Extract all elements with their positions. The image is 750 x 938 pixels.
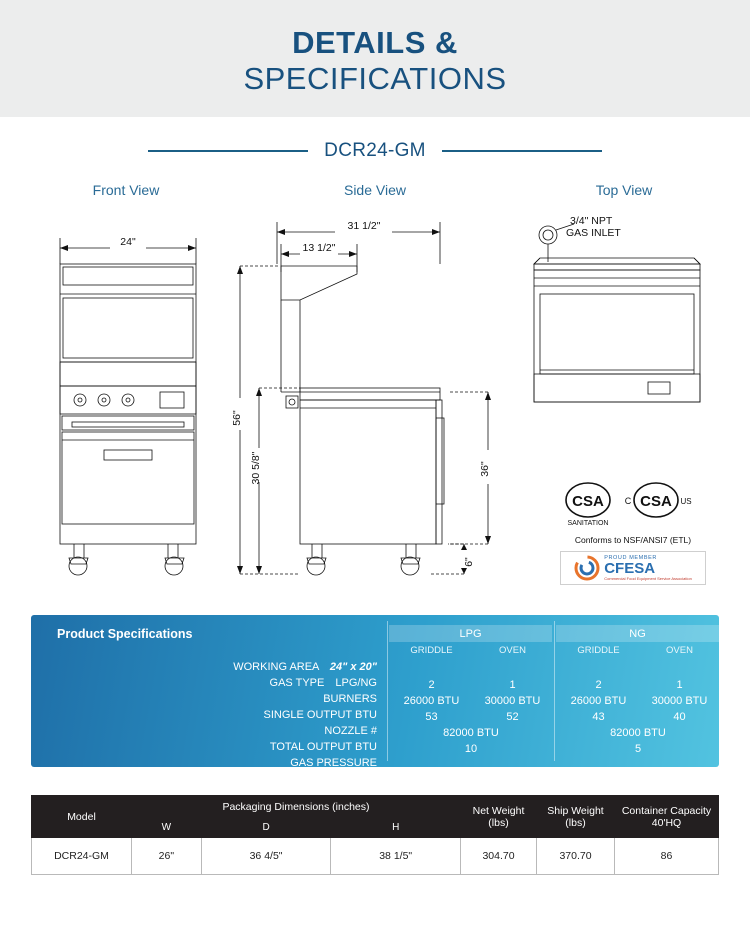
value-nozzle-lpg-griddle: 53 xyxy=(425,711,438,723)
value-nozzle-lpg-oven: 52 xyxy=(506,711,519,723)
spec-header-lpg: LPG xyxy=(389,625,552,642)
label-total-output-btu: TOTAL OUTPUT BTU xyxy=(269,741,377,753)
csa-left-text: CSA xyxy=(572,493,604,510)
label-front-view: Front View xyxy=(92,182,160,198)
th-net-weight-main: Net Weight xyxy=(472,804,525,817)
value-total-btu-ng: 82000 BTU xyxy=(610,727,666,739)
model-name: DCR24-GM xyxy=(324,140,426,161)
th-ship-weight-unit: (lbs) xyxy=(565,816,586,829)
model-rule-right xyxy=(442,150,602,152)
dim-front-width: 24" xyxy=(120,236,136,248)
value-single-btu-ng-oven: 30000 BTU xyxy=(651,695,708,707)
th-depth: D xyxy=(201,818,331,838)
certifications-block xyxy=(548,480,718,585)
label-gas-type: GAS TYPE xyxy=(269,677,325,689)
th-container-capacity xyxy=(615,796,719,838)
th-width: W xyxy=(132,818,202,838)
side-view-drawing xyxy=(237,222,491,575)
th-ship-weight-main: Ship Weight xyxy=(547,804,604,817)
gas-inlet-label-line1: 3/4" NPT xyxy=(570,215,613,227)
view-labels xyxy=(0,182,750,198)
label-top-view: Top View xyxy=(595,182,653,198)
gas-inlet-label-line2: GAS INLET xyxy=(566,227,621,239)
value-single-btu-lpg-griddle: 26000 BTU xyxy=(403,695,460,707)
value-gas-pressure-lpg: 10 xyxy=(464,743,478,755)
cfesa-sub: Commercial Food Equipment Service Association xyxy=(604,576,692,581)
cell-ship-weight: 370.70 xyxy=(537,838,615,875)
subheader-lpg-griddle: GRIDDLE xyxy=(410,645,453,656)
th-height: H xyxy=(331,818,461,838)
model-rule-left xyxy=(148,150,308,152)
dim-caster-height: 6" xyxy=(463,557,475,567)
th-model: Model xyxy=(32,796,132,838)
csa-right-text: CSA xyxy=(640,493,672,510)
th-net-weight-unit: (lbs) xyxy=(488,816,509,829)
subheader-lpg-oven: OVEN xyxy=(499,645,526,656)
value-gas-type: LPG/NG xyxy=(335,677,377,689)
dim-side-depth-shelf: 13 1/2" xyxy=(302,242,336,254)
label-gas-pressure: GAS PRESSURE xyxy=(290,757,377,769)
page-title-line2: SPECIFICATIONS xyxy=(243,60,507,96)
csa-badges xyxy=(548,480,718,528)
dim-side-depth-total: 31 1/2" xyxy=(347,220,381,232)
spec-left-labels xyxy=(31,645,387,771)
conforms-text: Conforms to NSF/ANSI7 (ETL) xyxy=(574,535,692,545)
label-single-output-btu: SINGLE OUTPUT BTU xyxy=(263,709,377,721)
subheader-ng-oven: OVEN xyxy=(666,645,693,656)
csa-c-mark: C xyxy=(624,496,632,506)
label-working-area: WORKING AREA xyxy=(233,661,319,673)
page-title-line1: DETAILS & xyxy=(292,24,458,60)
cfesa-top-text: PROUD MEMBER xyxy=(604,555,657,561)
product-specifications-panel xyxy=(31,615,719,767)
value-burners-lpg-griddle: 2 xyxy=(428,679,435,691)
th-container-unit: 40'HQ xyxy=(651,816,682,829)
label-burners: BURNERS xyxy=(323,693,377,705)
value-burners-ng-griddle: 2 xyxy=(595,679,602,691)
value-single-btu-lpg-oven: 30000 BTU xyxy=(484,695,541,707)
value-working-area: 24" x 20" xyxy=(329,661,377,673)
cell-net-weight: 304.70 xyxy=(461,838,537,875)
value-single-btu-ng-griddle: 26000 BTU xyxy=(570,695,627,707)
dim-height-to-top-body: 30 5/8" xyxy=(250,451,262,485)
csa-us-mark: US xyxy=(680,497,692,506)
th-container-main: Container Capacity xyxy=(621,804,712,817)
value-burners-lpg-oven: 1 xyxy=(509,679,516,691)
value-gas-pressure-ng: 5 xyxy=(634,743,642,755)
spec-header-ng: NG xyxy=(556,625,719,642)
cell-container-capacity: 86 xyxy=(615,838,719,875)
th-net-weight xyxy=(461,796,537,838)
csa-sanitation-label: SANITATION xyxy=(567,520,609,527)
page-header xyxy=(0,0,750,117)
label-nozzle: NOZZLE # xyxy=(324,725,377,737)
dim-height-total: 56" xyxy=(231,410,243,426)
label-side-view: Side View xyxy=(343,182,406,198)
th-ship-weight xyxy=(537,796,615,838)
front-view-drawing xyxy=(60,238,196,575)
spec-panel-title: Product Specifications xyxy=(57,627,193,641)
cfesa-logo xyxy=(560,551,706,585)
value-total-btu-lpg: 82000 BTU xyxy=(443,727,499,739)
dim-body-height: 36" xyxy=(479,461,491,477)
subheader-ng-griddle: GRIDDLE xyxy=(577,645,620,656)
value-nozzle-ng-griddle: 43 xyxy=(592,711,605,723)
packaging-table xyxy=(31,795,719,875)
cell-height: 38 1/5" xyxy=(331,838,461,875)
cell-width: 26" xyxy=(132,838,202,875)
model-title-row xyxy=(0,140,750,162)
top-view-drawing xyxy=(534,224,700,402)
cfesa-swirl-icon xyxy=(574,555,600,581)
value-burners-ng-oven: 1 xyxy=(676,679,683,691)
spec-divider-left xyxy=(387,621,388,761)
table-row xyxy=(32,838,719,875)
value-nozzle-ng-oven: 40 xyxy=(673,711,686,723)
th-packaging-dimensions: Packaging Dimensions (inches) xyxy=(132,796,461,818)
cell-depth: 36 4/5" xyxy=(201,838,331,875)
cfesa-name: CFESA xyxy=(604,560,656,577)
spec-divider-middle xyxy=(554,621,555,761)
cell-model: DCR24-GM xyxy=(32,838,132,875)
